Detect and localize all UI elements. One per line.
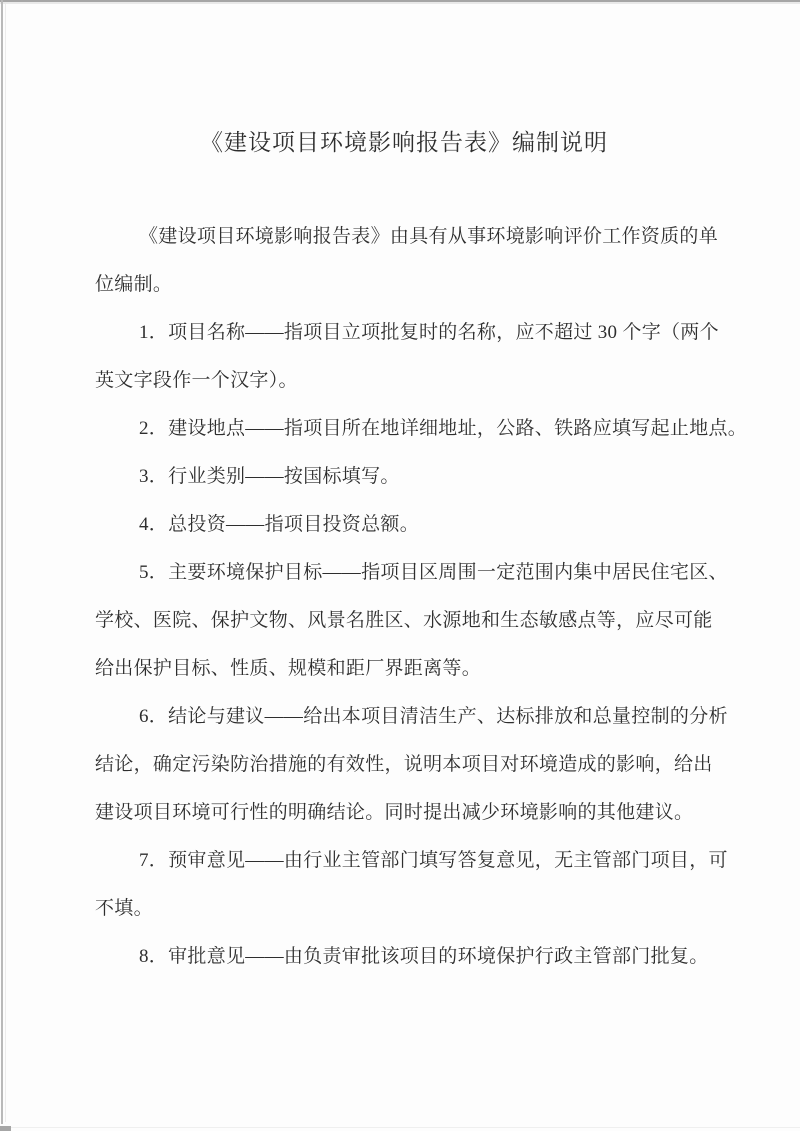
- document-title: 《建设项目环境影响报告表》编制说明: [200, 130, 608, 155]
- document-line: 7．预审意见——由行业主管部门填写答复意见，无主管部门项目，可: [139, 850, 728, 871]
- document-line: 8．审批意见——由负责审批该项目的环境保护行政主管部门批复。: [139, 946, 709, 967]
- page-top-edge-highlight: [0, 2, 800, 4]
- page-bottom-corner-mark: [0, 1126, 11, 1131]
- document-line: 3．行业类别——按国标填写。: [139, 466, 400, 487]
- document-line: 不填。: [95, 898, 153, 919]
- document-line: 《建设项目环境影响报告表》由具有从事环境影响评价工作资质的单: [139, 226, 719, 247]
- document-line: 学校、医院、保护文物、风景名胜区、水源地和生态敏感点等，应尽可能: [95, 610, 713, 631]
- document-line: 4．总投资——指项目投资总额。: [139, 514, 420, 535]
- document-line: 建设项目环境可行性的明确结论。同时提出减少环境影响的其他建议。: [95, 802, 694, 823]
- page-left-edge: [1, 0, 3, 1124]
- document-line: 5．主要环境保护目标——指项目区周围一定范围内集中居民住宅区、: [139, 562, 728, 583]
- page-bottom-edge: [0, 1127, 800, 1128]
- document-line: 6．结论与建议——给出本项目清洁生产、达标排放和总量控制的分析: [139, 706, 728, 727]
- document-line: 位编制。: [95, 274, 173, 295]
- document-line: 2．建设地点——指项目所在地详细地址，公路、铁路应填写起止地点。: [139, 418, 748, 439]
- document-line: 给出保护目标、性质、规模和距厂界距离等。: [95, 658, 482, 679]
- page-left-edge-highlight: [5, 4, 6, 1122]
- document-line: 1．项目名称——指项目立项批复时的名称，应不超过 30 个字（两个: [139, 322, 719, 343]
- document-line: 英文字段作一个汉字）。: [95, 370, 298, 391]
- document-body: [95, 213, 748, 981]
- document-line: 结论，确定污染防治措施的有效性，说明本项目对环境造成的影响，给出: [95, 754, 713, 775]
